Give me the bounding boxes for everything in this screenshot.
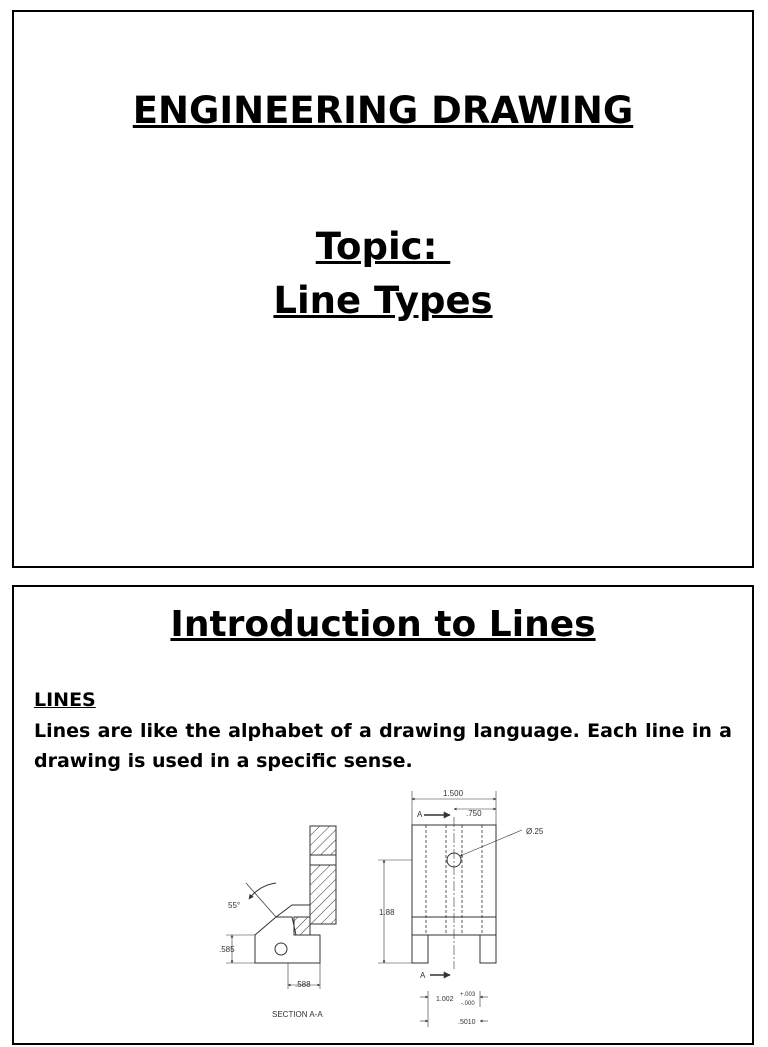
- slide-title: ENGINEERING DRAWING: [132, 89, 634, 132]
- tolerance-base-label: 1.002: [436, 996, 454, 1003]
- title-slide: [12, 10, 754, 568]
- tolerance-plus-label: +.003: [460, 992, 476, 998]
- width-dim-label: .588: [295, 980, 311, 989]
- engineering-drawing-figure: [14, 587, 752, 1047]
- height-main-label: 1.88: [379, 908, 395, 917]
- intro-slide: [12, 585, 754, 1045]
- slot-dim-label: .5010: [458, 1019, 476, 1026]
- hole-dim-label: Ø.25: [526, 827, 544, 836]
- half-width-label: .750: [466, 809, 482, 818]
- cut-label-top: A: [417, 810, 423, 819]
- body-paragraph: Lines are like the alphabet of a drawing language. Each line in a drawing is used in a specific sense.: [34, 720, 732, 772]
- section-view: [226, 826, 336, 989]
- cut-label-bottom: A: [420, 971, 426, 980]
- section-caption: SECTION A-A: [272, 1010, 323, 1019]
- topic-line-2: Line Types: [273, 279, 493, 322]
- angle-dim-label: 55°: [228, 901, 241, 910]
- height-dim-label: .585: [219, 945, 235, 954]
- front-view: [378, 791, 522, 1027]
- topic-heading: [14, 220, 752, 328]
- overall-width-label: 1.500: [443, 789, 464, 798]
- tolerance-minus-label: -.000: [461, 1001, 475, 1007]
- topic-line-1: Topic:: [315, 225, 451, 268]
- slide-title: Introduction to Lines: [170, 604, 596, 645]
- section-subheading: LINES: [34, 689, 96, 711]
